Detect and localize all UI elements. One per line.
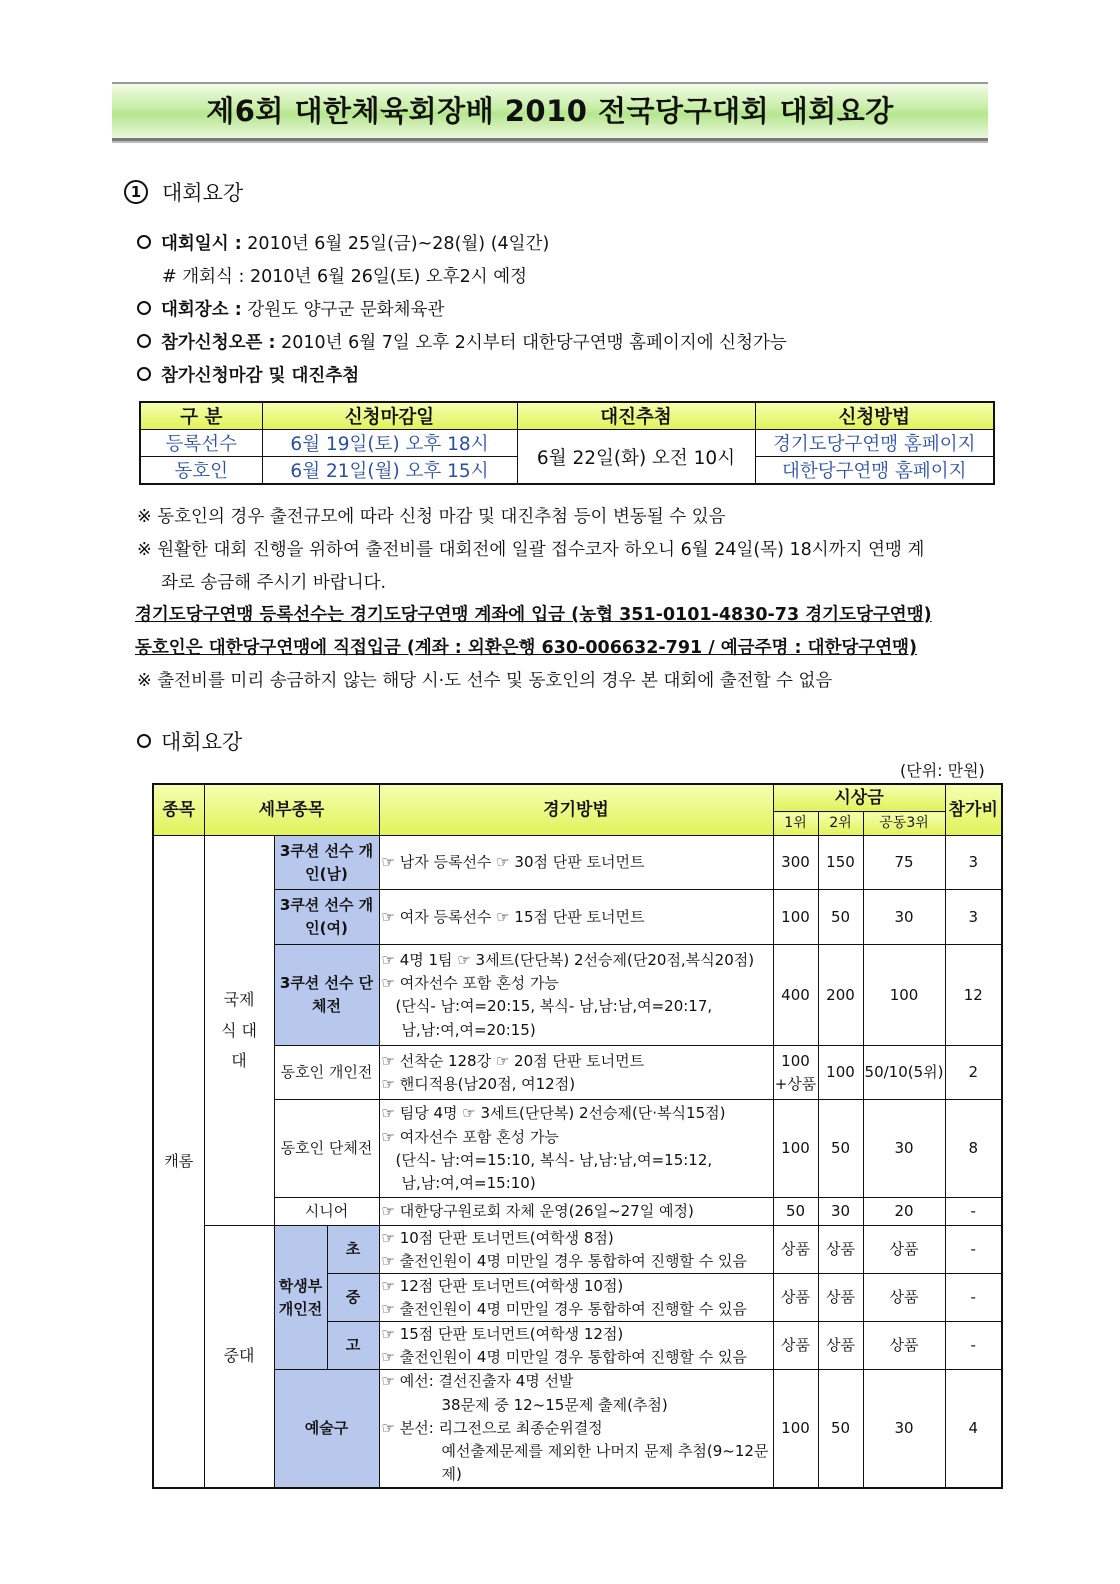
info-venue: 대회장소 : 강원도 양구군 문화체육관 xyxy=(137,296,444,321)
info-deadline: 참가신청마감 및 대진추첨 xyxy=(137,362,359,387)
table-row: 등록선수 6월 19일(토) 오후 18시 6월 22일(화) 오전 10시 경기도당구연맹 홈페이지 xyxy=(140,430,994,457)
note-2b: 좌로 송금해 주시기 바랍니다. xyxy=(161,573,387,593)
table-row: 시니어 ☞ 대한당구원로회 자체 운영(26일~27일 예정) 50 30 20 - xyxy=(153,1198,1002,1226)
table-row: 캐롬 국제식 대대 3쿠션 선수 개인(남) ☞ 남자 등록선수 ☞ 30점 단판 토너먼트 300 150 75 3 xyxy=(153,836,1002,890)
title-banner xyxy=(112,82,988,141)
header-method: 경기방법 xyxy=(379,784,773,836)
circle-bullet-icon xyxy=(137,301,151,315)
note-3: ※ 출전비를 미리 송금하지 않는 해당 시·도 선수 및 동호인의 경우 본 대회에 출전할 수 없음 xyxy=(137,671,833,691)
section-label: 대회요강 xyxy=(161,730,243,754)
competition-table: 종목 세부종목 경기방법 시상금 참가비 1위 2위 공동3위 캐롬 국제식 대대 3쿠션 선수 개인(남) ☞ 남자 등록선수 ☞ 30점 단판 토너먼트 300 150 75 3 3쿠션 선수 개인(여) ☞ 여자 등록선수 ☞ 15점 단판 토너먼트 100 50 30 3 3쿠션 선수 단체전 ☞ 4명 1팀 ☞ 3세트(단단복) 2선승제(단20점,복식20점) ☞ 여자선수 포함 혼성 가능 (단식- 남:여=20:15, 복식- 남,남:남,여=20:17, 남,남:여,여=20:15) 400 200 100 12 동호인 개인전 ☞ 선착순 128강 ☞ 20점 단판 토너먼트 ☞ 핸디적용(남20점, 여12점) 100 +상품 100 50/10(5위) 2 동호인 단체전 ☞ 팀당 4명 ☞ 3세트(단단복) 2선승제(단·복식15점) ☞ 여자선수 포함 혼성 가능 (단식- 남:여=15:10, 복식- 남,남:남,여=15:12, 남,남:여,여=15:10) 100 50 30 8 시니어 ☞ 대한당구원로회 자체 운영(26일~27일 예정) 50 30 20 - 중대 학생부 개인전 초 ☞ 10점 단판 토너먼트(여학생 8점) ☞ 출전인원이 4명 미만일 경우 통합하여 진행할 수 있음 상품 상품 상품 - 중 ☞ 12점 단판 토너먼트(여학생 10점) ☞ 출전인원이 4명 미만일 경우 통합하여 진행할 수 있음 상품 상품 상품 - 고 ☞ 15점 단판 토너먼트(여학생 12점) ☞ 출전인원이 4명 미만일 경우 통합하여 진행할 수 있음 상품 상품 상품 - 예술구 ☞ 예선: 결선진출자 4명 선발 38문제 중 12~15문제 출제(추첨) ☞ 본선: 리그전으로 최종순위결정 예선출제문제를 제외한 나머지 문제 추첨(9~12문제) 100 50 30 4 xyxy=(152,783,1003,1489)
section-label: 대회요강 xyxy=(162,181,244,205)
table-row: 고 ☞ 15점 단판 토너먼트(여학생 12점) ☞ 출전인원이 4명 미만일 경우 통합하여 진행할 수 있음 상품 상품 상품 - xyxy=(153,1322,1002,1370)
registration-table xyxy=(139,401,995,485)
registration-header-row: 구 분 신청마감일 대진추첨 신청방법 xyxy=(140,402,994,430)
info-opening: # 개회식 : 2010년 6월 26일(토) 오후2시 예정 xyxy=(162,267,528,287)
group-international: 국제식 대대 xyxy=(204,836,274,1226)
info-date: 대회일시 : 2010년 6월 25일(금)~28(월) (4일간) xyxy=(137,230,549,255)
event-carom: 캐롬 xyxy=(153,836,204,1488)
section-heading-2 xyxy=(137,726,242,756)
note-2a: ※ 원활한 대회 진행을 위하여 출전비를 대회전에 일괄 접수코자 하오니 6월 24일(목) 18시까지 연맹 계 xyxy=(137,540,925,560)
section-number: 1 xyxy=(124,180,148,204)
page-title: 제6회 대한체육회장배 2010 전국당구대회 대회요강 xyxy=(206,94,894,128)
unit-label: (단위: 만원) xyxy=(900,761,985,780)
table-row: 중대 학생부 개인전 초 ☞ 10점 단판 토너먼트(여학생 8점) ☞ 출전인원이 4명 미만일 경우 통합하여 진행할 수 있음 상품 상품 상품 - xyxy=(153,1226,1002,1274)
circle-bullet-icon xyxy=(137,235,151,249)
header-sub: 세부종목 xyxy=(204,784,379,836)
table-row: 중 ☞ 12점 단판 토너먼트(여학생 10점) ☞ 출전인원이 4명 미만일 경우 통합하여 진행할 수 있음 상품 상품 상품 - xyxy=(153,1274,1002,1322)
group-medium: 중대 xyxy=(204,1226,274,1488)
table-row: 동호인 단체전 ☞ 팀당 4명 ☞ 3세트(단단복) 2선승제(단·복식15점) ☞ 여자선수 포함 혼성 가능 (단식- 남:여=15:10, 복식- 남,남:남,여=15:12, 남,남:여,여=15:10) 100 50 30 8 xyxy=(153,1100,1002,1198)
section-heading-1 xyxy=(124,177,243,207)
table-row: 동호인 6월 21일(월) 오후 15시 대한당구연맹 홈페이지 xyxy=(140,457,994,485)
table-row: 3쿠션 선수 단체전 ☞ 4명 1팀 ☞ 3세트(단단복) 2선승제(단20점,복식20점) ☞ 여자선수 포함 혼성 가능 (단식- 남:여=20:15, 복식- 남,남:남,여=20:17, 남,남:여,여=20:15) 400 200 100 12 xyxy=(153,945,1002,1046)
circle-bullet-icon xyxy=(137,367,151,381)
note-1: ※ 동호인의 경우 출전규모에 따라 신청 마감 및 대진추첨 등이 변동될 수 있음 xyxy=(137,507,726,527)
note-account-2: 동호인은 대한당구연맹에 직접입금 (계좌 : 외환은행 630-006632-791 / 예금주명 : 대한당구연맹) xyxy=(135,638,918,658)
header-event: 종목 xyxy=(153,784,204,836)
circle-bullet-icon xyxy=(137,734,151,748)
header-fee: 참가비 xyxy=(945,784,1002,836)
info-open: 참가신청오픈 : 2010년 6월 7일 오후 2시부터 대한당구연맹 홈페이지에 신청가능 xyxy=(137,329,787,354)
table-row: 예술구 ☞ 예선: 결선진출자 4명 선발 38문제 중 12~15문제 출제(추첨) ☞ 본선: 리그전으로 최종순위결정 예선출제문제를 제외한 나머지 문제 추첨(9~12문제) 100 50 30 4 xyxy=(153,1370,1002,1488)
table-row: 동호인 개인전 ☞ 선착순 128강 ☞ 20점 단판 토너먼트 ☞ 핸디적용(남20점, 여12점) 100 +상품 100 50/10(5위) 2 xyxy=(153,1046,1002,1100)
header-prize: 시상금 xyxy=(773,784,945,812)
student-division: 학생부 개인전 xyxy=(274,1226,327,1370)
table-row: 3쿠션 선수 개인(여) ☞ 여자 등록선수 ☞ 15점 단판 토너먼트 100 50 30 3 xyxy=(153,890,1002,945)
note-account-1: 경기도당구연맹 등록선수는 경기도당구연맹 계좌에 입금 (농협 351-0101-4830-73 경기도당구연맹) xyxy=(135,605,932,625)
circle-bullet-icon xyxy=(137,334,151,348)
